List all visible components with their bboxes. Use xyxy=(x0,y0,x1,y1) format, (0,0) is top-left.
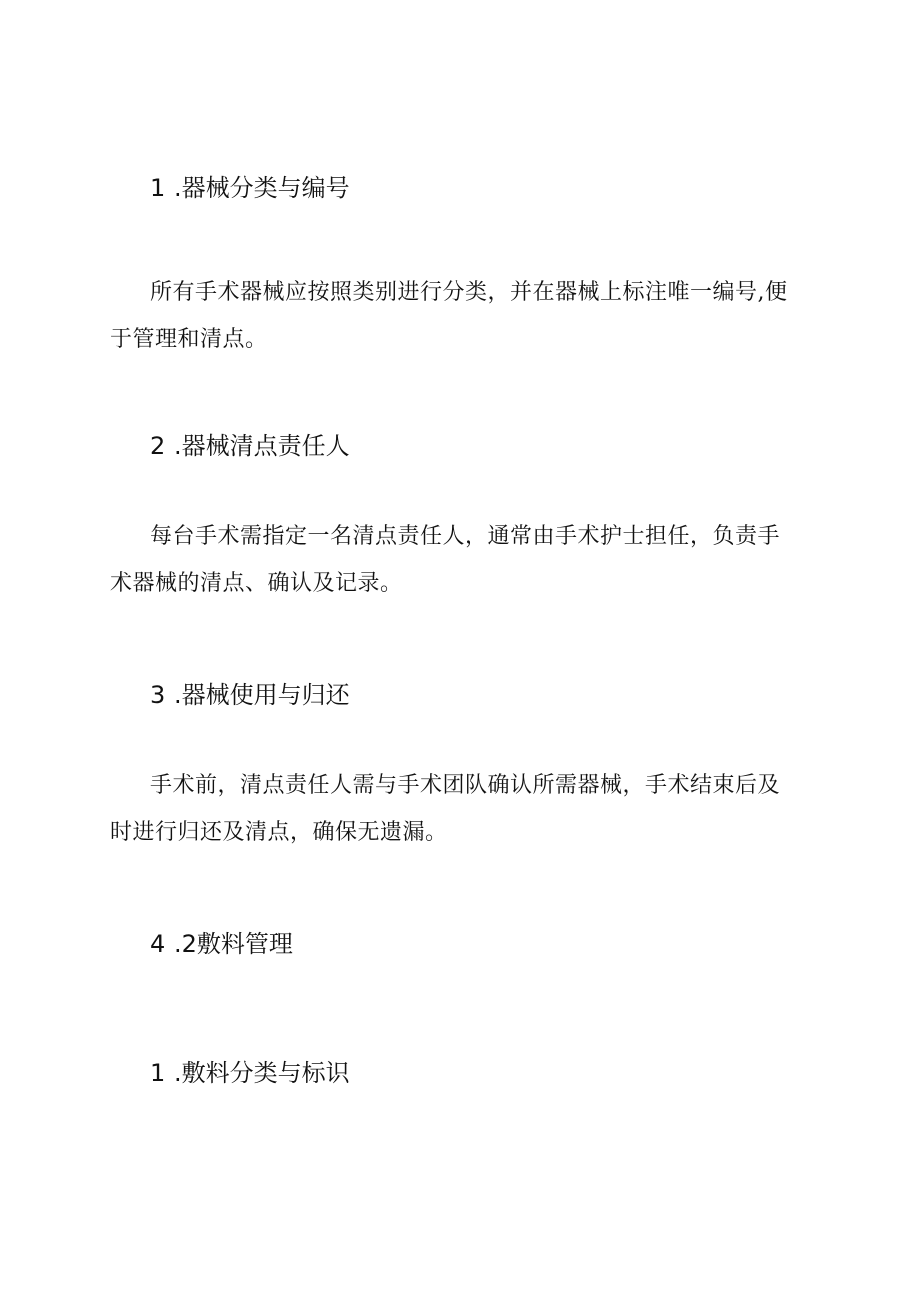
section-heading-5 xyxy=(150,1057,350,1089)
heading-text: .器械使用与归还 xyxy=(174,681,350,709)
heading-number: 1 xyxy=(150,1059,166,1087)
heading-text: .2敷料管理 xyxy=(174,930,293,958)
section-heading-3 xyxy=(150,679,350,711)
heading-number: 2 xyxy=(150,432,166,460)
section-heading-2 xyxy=(150,430,350,462)
heading-text: .器械分类与编号 xyxy=(174,174,350,202)
heading-number: 4 xyxy=(150,930,166,958)
heading-number: 1 xyxy=(150,174,166,202)
section-paragraph-2: 每台手术需指定一名清点责任人，通常由手术护士担任，负责手术器械的清点、确认及记录。 xyxy=(110,524,781,596)
heading-text: .敷料分类与标识 xyxy=(174,1059,350,1087)
heading-text: .器械清点责任人 xyxy=(174,432,350,460)
heading-number: 3 xyxy=(150,681,166,709)
section-paragraph-1: 所有手术器械应按照类别进行分类，并在器械上标注唯一编号,便于管理和清点。 xyxy=(110,280,788,352)
section-paragraph-3: 手术前，清点责任人需与手术团队确认所需器械，手术结束后及时进行归还及清点，确保无遗漏。 xyxy=(110,773,781,845)
section-heading-1 xyxy=(150,172,350,204)
section-heading-4 xyxy=(150,928,293,960)
